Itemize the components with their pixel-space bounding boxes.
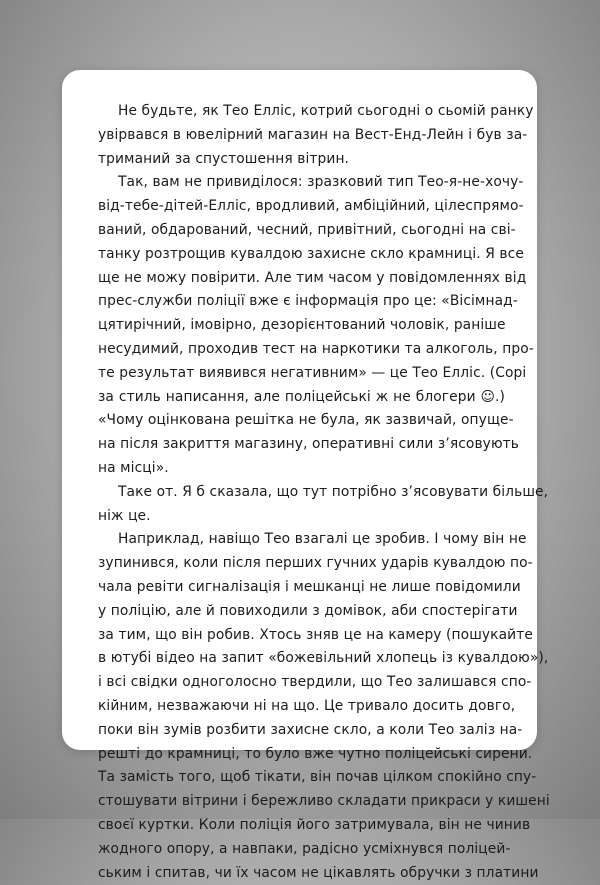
text-line: на місці». — [98, 457, 505, 481]
text-line: стошувати вітрини і бережливо складати прикраси у кишені — [98, 790, 505, 814]
text-line: за стиль написання, але поліцейські ж не блогери ☺.) — [98, 386, 505, 410]
text-line: Таке от. Я б сказала, що тут потрібно з’ясовувати більше, — [98, 481, 505, 505]
page-card — [62, 70, 537, 750]
text-line: цятирічний, імовірно, дезорієнтований чоловік, раніше — [98, 314, 505, 338]
text-line: своєї куртки. Коли поліція його затримувала, він не чинив — [98, 814, 505, 838]
text-line: увірвався в ювелірний магазин на Вест-Енд-Лейн і був за- — [98, 124, 505, 148]
text-line: у поліцію, але й повиходили з домівок, аби спостерігати — [98, 600, 505, 624]
text-line: ще не можу повірити. Але тим часом у повідомленнях від — [98, 267, 505, 291]
text-line: несудимий, проходив тест на наркотики та алкоголь, про- — [98, 338, 505, 362]
text-line: на після закриття магазину, оперативні сили з’ясовують — [98, 433, 505, 457]
text-line: триманий за спустошення вітрин. — [98, 148, 505, 172]
text-line: кійним, незважаючи ні на що. Це тривало досить довго, — [98, 695, 505, 719]
text-line: чала ревіти сигналізація і мешканці не лише повідомили — [98, 576, 505, 600]
text-line: Так, вам не привиділося: зразковий тип Тео-я-не-хочу- — [98, 171, 505, 195]
text-line: ським і спитав, чи їх часом не цікавлять обручки з платини — [98, 862, 505, 885]
text-line: «Чому оцінкована решітка не була, як зазвичай, опуще- — [98, 409, 505, 433]
text-line: зупинився, коли після перших гучних ударів кувалдою по- — [98, 552, 505, 576]
text-line: решті до крамниці, то було вже чутно поліцейські сирени. — [98, 743, 505, 767]
text-line: прес-служби поліції вже є інформація про це: «Вісімнад- — [98, 290, 505, 314]
text-line: Не будьте, як Тео Елліс, котрий сьогодні о сьомій ранку — [98, 100, 505, 124]
text-line: Та замість того, щоб тікати, він почав цілком спокійно спу- — [98, 766, 505, 790]
text-line: поки він зумів розбити захисне скло, а коли Тео заліз на- — [98, 719, 505, 743]
text-line: за тим, що він робив. Хтось зняв це на камеру (пошукайте — [98, 624, 505, 648]
text-line: Наприклад, навіщо Тео взагалі це зробив. І чому він не — [98, 528, 505, 552]
body-text — [98, 100, 505, 885]
text-line: від-тебе-дітей-Елліс, вродливий, амбіційний, цілеспрямо- — [98, 195, 505, 219]
text-line: жодного опору, а навпаки, радісно усміхнувся поліцей- — [98, 838, 505, 862]
text-line: в ютубі відео на запит «божевільний хлопець із кувалдою»), — [98, 647, 505, 671]
text-line: і всі свідки одноголосно твердили, що Тео залишався спо- — [98, 671, 505, 695]
text-line: те результат виявився негативним» — це Тео Елліс. (Сорі — [98, 362, 505, 386]
text-line: танку розтрощив кувалдою захисне скло крамниці. Я все — [98, 243, 505, 267]
text-line: ніж це. — [98, 505, 505, 529]
text-line: ваний, обдарований, чесний, привітний, сьогодні на сві- — [98, 219, 505, 243]
